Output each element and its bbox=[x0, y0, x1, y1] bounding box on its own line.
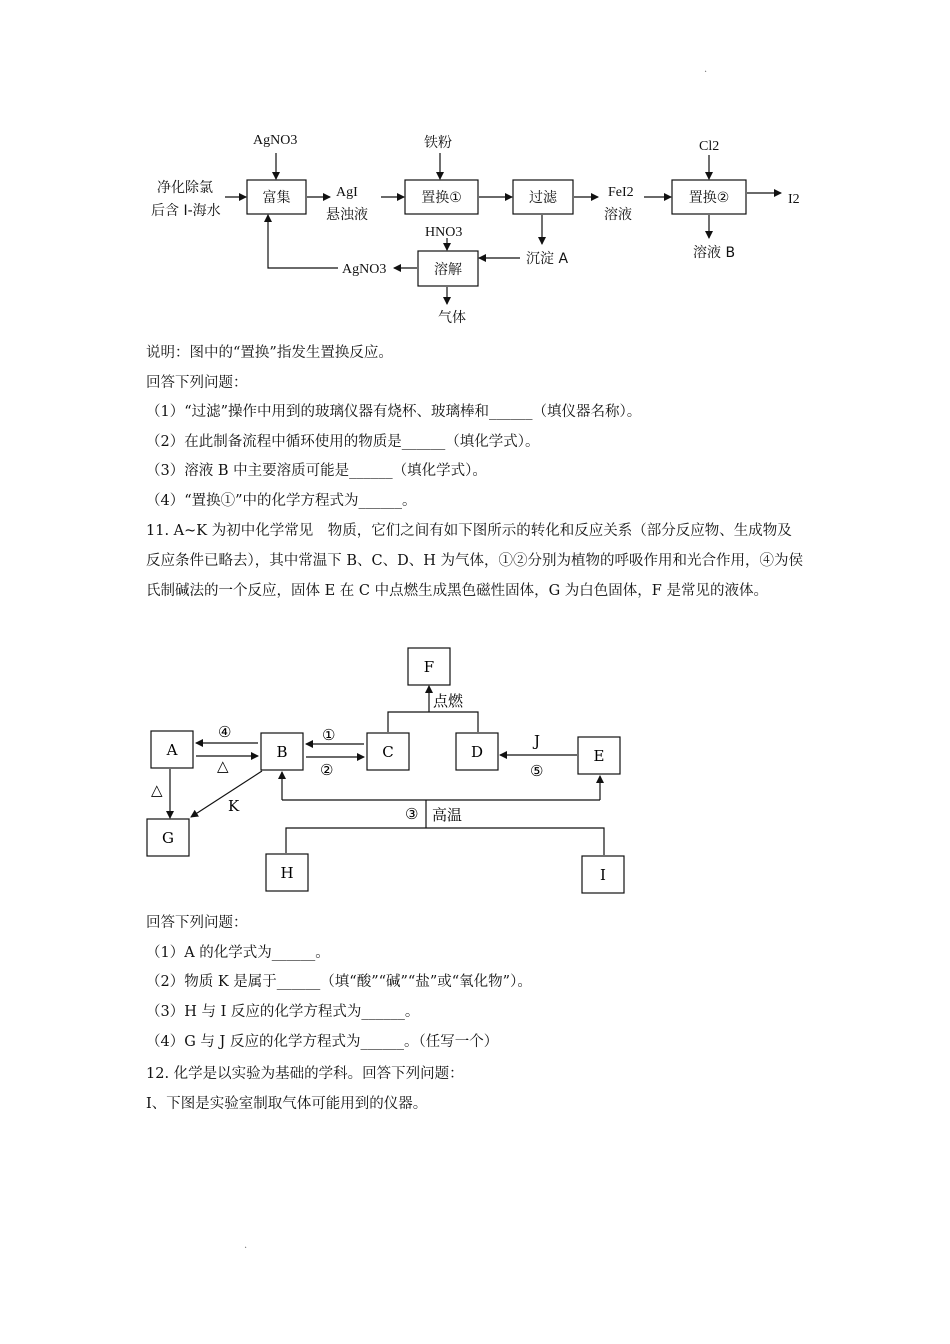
reaction-2-label: ② bbox=[320, 761, 334, 779]
reaction-5-label: ⑤ bbox=[530, 762, 544, 780]
question-12-part1: I、下图是实验室制取气体可能用到的仪器。 bbox=[146, 1096, 428, 1112]
i2-product-label: I2 bbox=[788, 192, 800, 207]
agno3-recycle-label: AgNO3 bbox=[342, 262, 387, 277]
box-enrich-label: 富集 bbox=[262, 190, 291, 206]
heat-label: △ bbox=[151, 781, 163, 799]
node-I: I bbox=[600, 866, 606, 884]
iodine-process-flowchart bbox=[0, 0, 950, 340]
node-F: F bbox=[423, 658, 435, 676]
box-replace2-label: 置换② bbox=[688, 190, 730, 206]
node-G: G bbox=[162, 829, 174, 847]
question-item: （2）物质 K 是属于______（填“酸”“碱”“盐”或“氧化物”）。 bbox=[146, 974, 532, 990]
gas-label: 气体 bbox=[438, 310, 466, 326]
reaction-3-label: ③ bbox=[405, 805, 419, 823]
box-filter-label: 过滤 bbox=[529, 190, 557, 206]
cl2-label: Cl2 bbox=[699, 139, 720, 154]
agi-label: AgI bbox=[336, 185, 358, 200]
scan-mark: . bbox=[704, 64, 708, 75]
node-E: E bbox=[593, 747, 605, 765]
node-A: A bbox=[166, 741, 178, 759]
seawater-label: 后含 I-海水 bbox=[151, 203, 221, 219]
question-item: （1）“过滤”操作中用到的玻璃仪器有烧杯、玻璃棒和______（填仪器名称）。 bbox=[146, 404, 642, 420]
reaction-4-label: ④ bbox=[218, 723, 232, 741]
question-item: （3）H 与 I 反应的化学方程式为______。 bbox=[146, 1004, 420, 1020]
box-dissolve-label: 溶解 bbox=[434, 262, 462, 278]
question-item: （1）A 的化学式为______。 bbox=[146, 945, 330, 961]
question-item: （4）“置换①”中的化学方程式为______。 bbox=[146, 493, 417, 509]
question-item: （4）G 与 J 反应的化学方程式为______。（任写一个） bbox=[146, 1034, 499, 1050]
answer-prompt: 回答下列问题： bbox=[146, 375, 248, 391]
iron-powder-label: 铁粉 bbox=[424, 135, 452, 151]
substance-K-label: K bbox=[228, 797, 240, 815]
question-item: （3）溶液 B 中主要溶质可能是______（填化学式）。 bbox=[146, 463, 487, 479]
node-B: B bbox=[276, 743, 288, 761]
seawater-label: 净化除氯 bbox=[157, 180, 213, 196]
flowchart-note: 说明：图中的“置换”指发生置换反应。 bbox=[146, 345, 393, 361]
agi-label: 悬浊液 bbox=[326, 207, 368, 223]
node-D: D bbox=[470, 743, 484, 761]
ignite-label: 点燃 bbox=[433, 692, 464, 710]
agno3-input-label: AgNO3 bbox=[253, 133, 298, 148]
box-replace1-label: 置换① bbox=[421, 190, 462, 206]
answer-prompt: 回答下列问题： bbox=[146, 915, 248, 931]
substance-J-label: J bbox=[534, 732, 541, 750]
node-H: H bbox=[280, 864, 294, 882]
question-item: （2）在此制备流程中循环使用的物质是______（填化学式）。 bbox=[146, 434, 540, 450]
fei2-label: FeI2 bbox=[608, 185, 634, 200]
node-C: C bbox=[382, 743, 394, 761]
heat-label: △ bbox=[217, 757, 229, 775]
substance-relationship-diagram bbox=[0, 640, 950, 900]
solution-b-label: 溶液 B bbox=[693, 245, 736, 261]
reaction-1-label: ① bbox=[322, 726, 336, 744]
high-temp-label: 高温 bbox=[432, 806, 463, 824]
precipitate-a-label: 沉淀 A bbox=[526, 251, 569, 267]
scan-mark: . bbox=[244, 1240, 248, 1251]
fei2-label: 溶液 bbox=[604, 207, 632, 223]
question-11-stem: 11. A~K 为初中化学常见 物质，它们之间有如下图所示的转化和反应关系（部分反应物、生成物及反应条件已略去），其中常温下 B、C、D、H 为气体，①②分别为植物的呼吸作用和光合作用，④为侯氏制碱法的一个反应，固体 E 在 C 中点燃生成黑色磁性固体，G 为白色固体，F 是常见的液体。 bbox=[146, 523, 803, 599]
question-12-stem: 12. 化学是以实验为基础的学科。回答下列问题： bbox=[146, 1066, 464, 1082]
hno3-label: HNO3 bbox=[425, 225, 463, 240]
